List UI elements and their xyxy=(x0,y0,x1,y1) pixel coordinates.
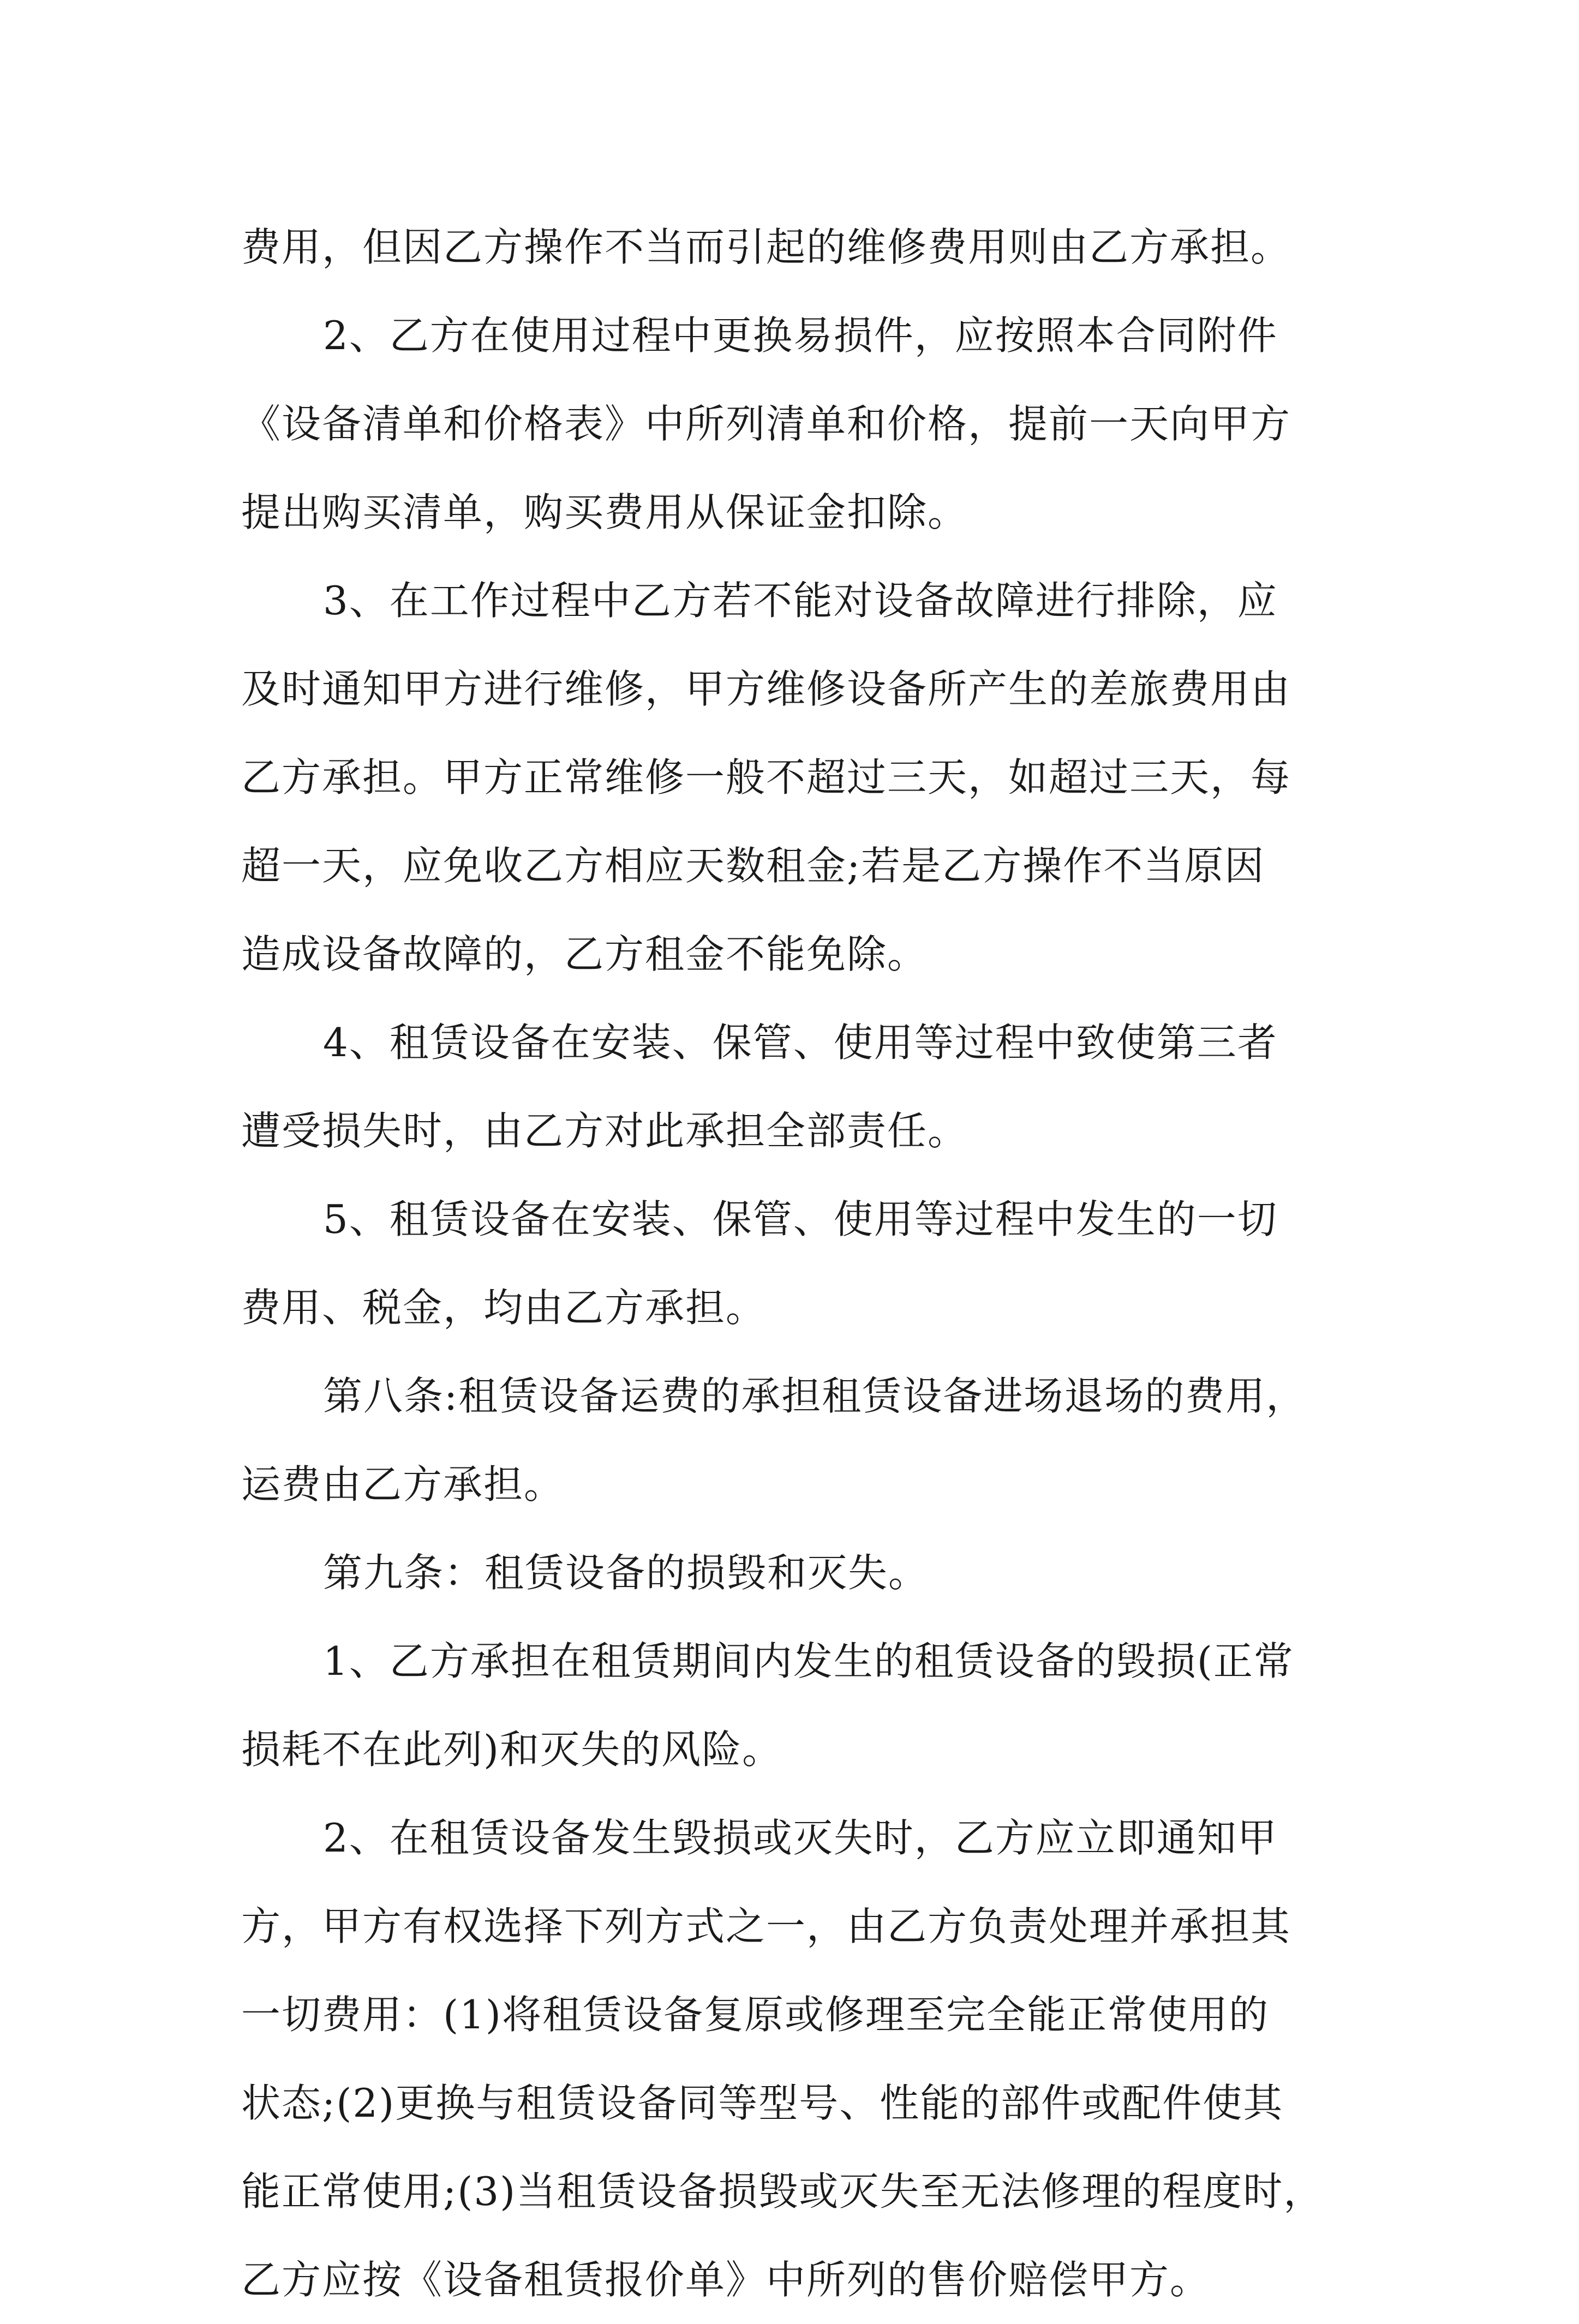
text-line-24: 乙方应按《设备租赁报价单》中所列的售价赔偿甲方。 xyxy=(241,2257,1211,2303)
text-line-5: 3、在工作过程中乙方若不能对设备故障进行排除，应 xyxy=(323,578,1278,624)
text-line-10: 4、租赁设备在安装、保管、使用等过程中致使第三者 xyxy=(323,1020,1278,1065)
text-line-9: 造成设备故障的，乙方租金不能免除。 xyxy=(241,931,928,977)
text-line-16: 第九条：租赁设备的损毁和灭失。 xyxy=(323,1550,929,1596)
text-line-2: 2、乙方在使用过程中更换易损件，应按照本合同附件 xyxy=(323,313,1278,358)
document-body xyxy=(241,203,1349,2324)
text-line-11: 遭受损失时，由乙方对此承担全部责任。 xyxy=(241,1108,968,1154)
text-line-13: 费用、税金，均由乙方承担。 xyxy=(241,1285,767,1331)
text-line-12: 5、租赁设备在安装、保管、使用等过程中发生的一切 xyxy=(323,1196,1278,1242)
text-line-22: 状态;(2)更换与租赁设备同等型号、性能的部件或配件使其 xyxy=(241,2080,1284,2126)
text-line-17: 1、乙方承担在租赁期间内发生的租赁设备的毁损(正常 xyxy=(323,1638,1294,1684)
text-line-19: 2、在租赁设备发生毁损或灭失时，乙方应立即通知甲 xyxy=(323,1815,1278,1861)
text-line-23: 能正常使用;(3)当租赁设备损毁或灭失至无法修理的程度时， xyxy=(241,2169,1324,2214)
text-line-6: 及时通知甲方进行维修，甲方维修设备所产生的差旅费用由 xyxy=(241,666,1291,712)
text-line-1: 费用，但因乙方操作不当而引起的维修费用则由乙方承担。 xyxy=(241,224,1291,270)
text-line-3: 《设备清单和价格表》中所列清单和价格，提前一天向甲方 xyxy=(241,401,1291,447)
text-line-8: 超一天，应免收乙方相应天数租金;若是乙方操作不当原因 xyxy=(241,843,1265,889)
text-line-21: 一切费用：(1)将租赁设备复原或修理至完全能正常使用的 xyxy=(241,1992,1269,2038)
text-line-4: 提出购买清单，购买费用从保证金扣除。 xyxy=(241,489,968,535)
text-line-20: 方，甲方有权选择下列方式之一，由乙方负责处理并承担其 xyxy=(241,1903,1291,1949)
text-line-18: 损耗不在此列)和灭失的风险。 xyxy=(241,1727,783,1772)
text-line-14: 第八条:租赁设备运费的承担租赁设备进场退场的费用， xyxy=(323,1373,1307,1419)
text-line-7: 乙方承担。甲方正常维修一般不超过三天，如超过三天，每 xyxy=(241,754,1291,800)
text-line-15: 运费由乙方承担。 xyxy=(241,1462,565,1507)
